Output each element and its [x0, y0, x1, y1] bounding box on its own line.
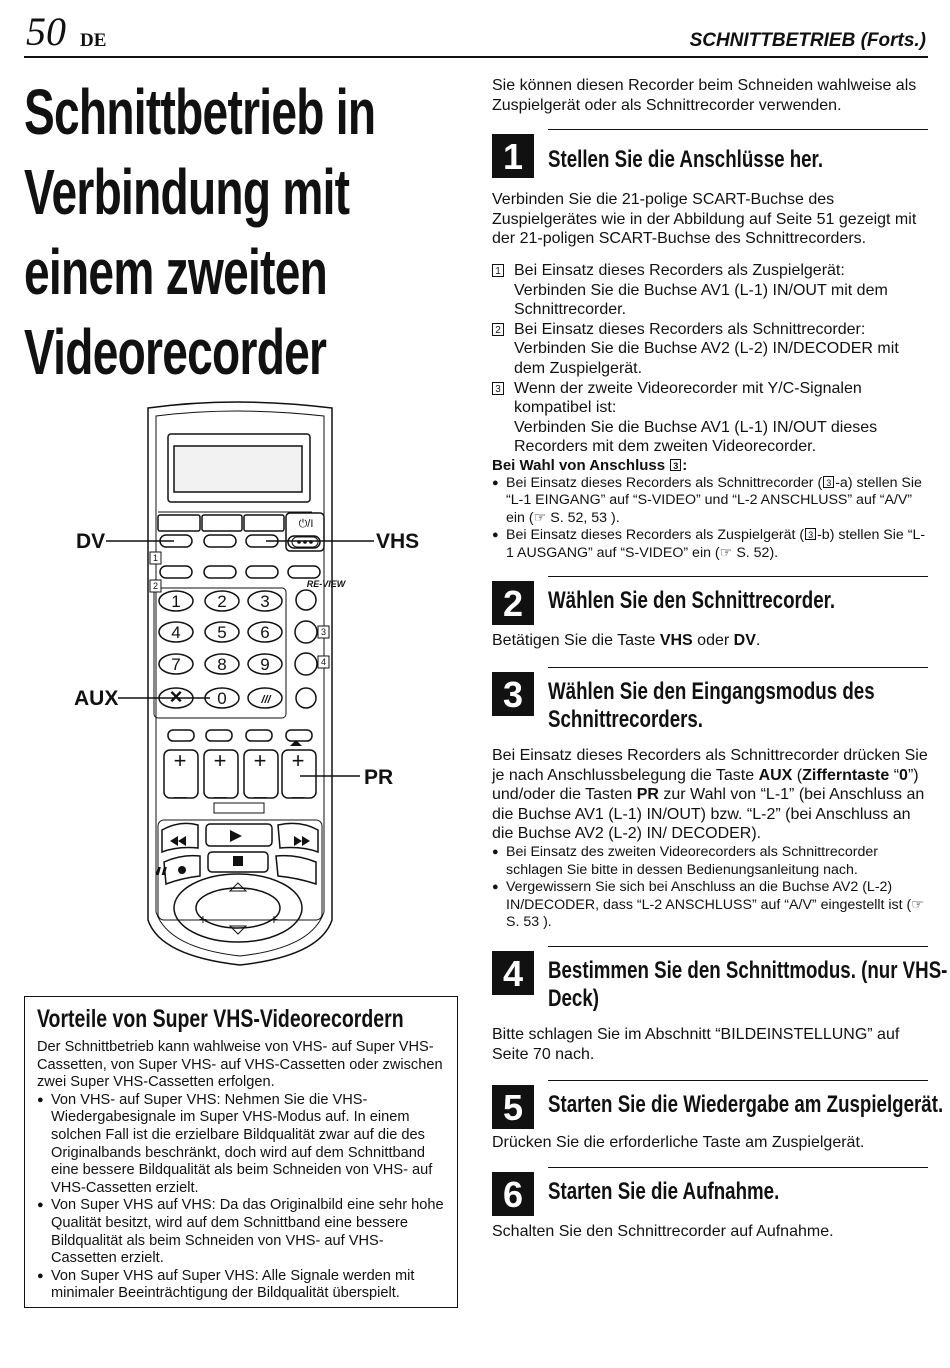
choice-heading: Bei Wahl von Anschluss 3 :	[492, 456, 688, 474]
title-line-1: Schnittbetrieb in	[24, 76, 376, 148]
step-6-number: 6	[492, 1172, 534, 1216]
svg-text:_: _	[173, 774, 187, 799]
key-2: 2	[217, 592, 227, 611]
step-1-rule	[548, 129, 928, 130]
item-line: Verbinden Sie die Buchse AV2 (L-2) IN/DECODER mit dem Zuspielgerät.	[514, 340, 899, 377]
key-5: 5	[217, 623, 227, 642]
step-1	[492, 134, 928, 184]
step-5-text: Drücken Sie die erforderliche Taste am Zuspielgerät.	[492, 1134, 865, 1152]
svg-text:_: _	[253, 774, 267, 799]
power-icon: ⏻/I	[298, 518, 314, 530]
vhs-callout: VHS	[376, 530, 420, 553]
item-line: Wenn der zweite Videorecorder mit Y/C-Signalen kompatibel ist:	[514, 379, 862, 417]
item-number-box: 1	[492, 264, 504, 277]
svg-text:_: _	[291, 774, 305, 799]
dv-callout: DV	[76, 530, 106, 553]
connection-item-2	[492, 320, 928, 379]
step-1-number: 1	[492, 134, 534, 178]
marker-2: 2	[152, 581, 159, 591]
item-number-box: 3	[492, 382, 504, 395]
step-6-title: Starten Sie die Aufnahme.	[548, 1177, 780, 1205]
svg-text:+: +	[253, 748, 267, 773]
key-8: 8	[217, 655, 227, 674]
step-4-title-line-1: Bestimmen Sie den Schnittmodus. (nur VHS-	[548, 957, 948, 984]
advantages-box	[24, 996, 458, 1308]
instructions-column	[492, 76, 948, 1241]
step-1-text: Verbinden Sie die 21-polige SCART-Buchse des Zuspielgerätes wie in der Abbildung auf Seite 51 gezeigt mit der 21-poligen SCART-Buchse des Schnittrecorders.	[492, 191, 917, 248]
title-line-4: Videorecorder	[24, 316, 327, 388]
key-7: 7	[171, 655, 181, 674]
running-head: SCHNITTBETRIEB (Forts.)	[689, 30, 926, 51]
step-3-bullet: ● Bei Einsatz des zweiten Videorecorders als Schnittrecorder schlagen Sie bitte in dessen Bedienungsanleitung nach.	[492, 844, 928, 879]
page-language: DE	[80, 30, 107, 51]
item-line: Verbinden Sie die Buchse AV1 (L-1) IN/OUT mit dem Schnittrecorder.	[514, 281, 888, 319]
step-4-title-line-2: Deck)	[548, 985, 599, 1012]
step-3-title-line-2: Schnittrecorders.	[548, 706, 704, 734]
step-3	[492, 672, 928, 734]
step-5-number: 5	[492, 1085, 534, 1129]
svg-text:+: +	[198, 911, 208, 927]
key-6: 6	[260, 623, 270, 642]
page-title	[24, 72, 427, 392]
play-icon	[230, 830, 242, 842]
step-2-number: 2	[492, 581, 534, 625]
remote-control-drawing	[70, 400, 450, 980]
step-3-bullet: ● Vergewissern Sie sich bei Anschluss an die Buchse AV2 (L-2) IN/DECODER, dass “L-2 ANSCHLUSS” auf “A/V” eingestellt ist (☞ S. 53 ).	[492, 879, 928, 932]
remote-control-illustration	[70, 400, 450, 980]
remote-lcd	[174, 446, 302, 492]
choice-bullet-2: ● Bei Einsatz dieses Recorders als Zuspielgerät ( 3 -b) stellen Sie “L-1 AUSGANG” auf “S-VIDEO” ein (☞ S. 52).	[492, 527, 928, 562]
choice-number-box: 3	[670, 459, 681, 471]
step-3-title-line-1: Wählen Sie den Eingangsmodus des	[548, 678, 875, 706]
stop-icon	[233, 856, 243, 866]
step-1-title: Stellen Sie die Anschlüsse her.	[548, 146, 824, 174]
title-line-3: einem zweiten	[24, 236, 328, 308]
aux-callout: AUX	[74, 687, 119, 710]
review-label: RE-VIEW	[306, 579, 346, 589]
step-2-rule	[548, 576, 928, 577]
step-3-text: Bei Einsatz dieses Recorders als Schnittrecorder drücken Sie je nach Anschlussbelegung die Taste AUX (Zifferntaste “0”) und/oder die Tasten PR zur Wahl von “L-1” (bei Anschluss an die Buchse AV1 (L-1) IN/OUT) bzw. “L-2” (bei Anschluss an die Buchse AV2 (L-2) IN/ DECODER).	[492, 747, 928, 843]
marker-4: 4	[320, 657, 327, 667]
step-4-rule	[548, 946, 928, 947]
item-line: Bei Einsatz dieses Recorders als Schnittrecorder:	[514, 320, 866, 338]
svg-text:+: +	[269, 911, 279, 927]
advantages-bullet: ● Von Super VHS auf VHS: Da das Originalbild eine sehr hohe Qualität besitzt, wird auf dem Schnittband eine bessere Bildqualität als beim Schneiden von VHS- auf VHS-Cassetten erzielt.	[37, 1197, 447, 1267]
pr-callout: PR	[364, 766, 394, 789]
intro-paragraph: Sie können diesen Recorder beim Schneiden wahlweise als Zuspielgerät oder als Schnittrecorder verwenden.	[492, 77, 917, 114]
advantages-title: Vorteile von Super VHS-Videorecordern	[37, 1005, 404, 1033]
pr-up-button	[286, 730, 312, 741]
step-5-rule	[548, 1080, 928, 1081]
connection-item-3	[492, 379, 928, 457]
advantages-bullet: ● Von VHS- auf Super VHS: Nehmen Sie die VHS-Wiedergabesignale im Super VHS-Modus auf. In einem solchen Fall ist die erzielbare Bildqualität zwar auf die des Originalbands beschränkt, doch wird auf dem Schnittband eine bessere Bildqualität als beim Schneiden von VHS- auf VHS-Cassetten erzielt.	[37, 1092, 447, 1198]
step-2	[492, 581, 928, 625]
title-line-2: Verbindung mit	[24, 156, 350, 228]
cancel-x-icon: ×	[169, 684, 183, 709]
marker-3: 3	[320, 627, 327, 637]
shuttle-ring	[174, 874, 302, 942]
step-4-text: Bitte schlagen Sie im Abschnitt “BILDEINSTELLUNG” auf Seite 70 nach.	[492, 1026, 900, 1063]
key-4: 4	[171, 623, 181, 642]
advantages-intro: Der Schnittbetrieb kann wahlweise von VHS- auf Super VHS-Cassetten, von Super VHS- auf VHS-Cassetten oder zwischen zwei Super VHS-Cassetten erfolgen.	[37, 1039, 443, 1091]
step-5-title: Starten Sie die Wiedergabe am Zuspielgerät.	[548, 1091, 944, 1119]
step-6	[492, 1172, 928, 1216]
marker-1: 1	[152, 553, 159, 563]
item-line: Bei Einsatz dieses Recorders als Zuspielgerät:	[514, 261, 845, 279]
page-number: 50	[26, 9, 66, 54]
item-line: Verbinden Sie die Buchse AV1 (L-1) IN/OUT dieses Recorders mit dem zweiten Videorecorder.	[514, 418, 878, 456]
key-3: 3	[260, 592, 270, 611]
key-0: 0	[217, 689, 227, 708]
step-6-rule	[548, 1167, 928, 1168]
step-4	[492, 951, 948, 1013]
item-number-box: 2	[492, 323, 504, 336]
step-6-text: Schalten Sie den Schnittrecorder auf Aufnahme.	[492, 1222, 834, 1240]
connection-item-1	[492, 261, 928, 320]
step-2-text: Betätigen Sie die Taste VHS oder DV.	[492, 632, 761, 650]
step-3-number: 3	[492, 672, 534, 716]
advantages-bullet: ● Von Super VHS auf Super VHS: Alle Signale werden mit minimaler Beeinträchtigung der Bildqualität überspielt.	[37, 1268, 447, 1303]
svg-text:+: +	[213, 748, 227, 773]
svg-text:_: _	[213, 774, 227, 799]
record-icon	[178, 866, 186, 874]
key-9: 9	[260, 655, 270, 674]
speed-icon: ///	[261, 694, 271, 706]
key-1: 1	[171, 592, 181, 611]
step-4-number: 4	[492, 951, 534, 995]
choice-heading-text: Bei Wahl von Anschluss	[492, 456, 666, 474]
svg-text:+: +	[173, 748, 187, 773]
svg-text:+: +	[291, 748, 305, 773]
step-5	[492, 1085, 944, 1129]
header-rule	[24, 56, 928, 58]
step-2-title: Wählen Sie den Schnittrecorder.	[548, 587, 836, 615]
choice-bullet-1: ● Bei Einsatz dieses Recorders als Schnittrecorder ( 3 -a) stellen Sie “L-1 EINGANG” auf “S-VIDEO” und “L-2 ANSCHLUSS” auf “A/V” ein (☞ S. 52, 53 ).	[492, 475, 928, 528]
step-3-rule	[548, 667, 928, 668]
